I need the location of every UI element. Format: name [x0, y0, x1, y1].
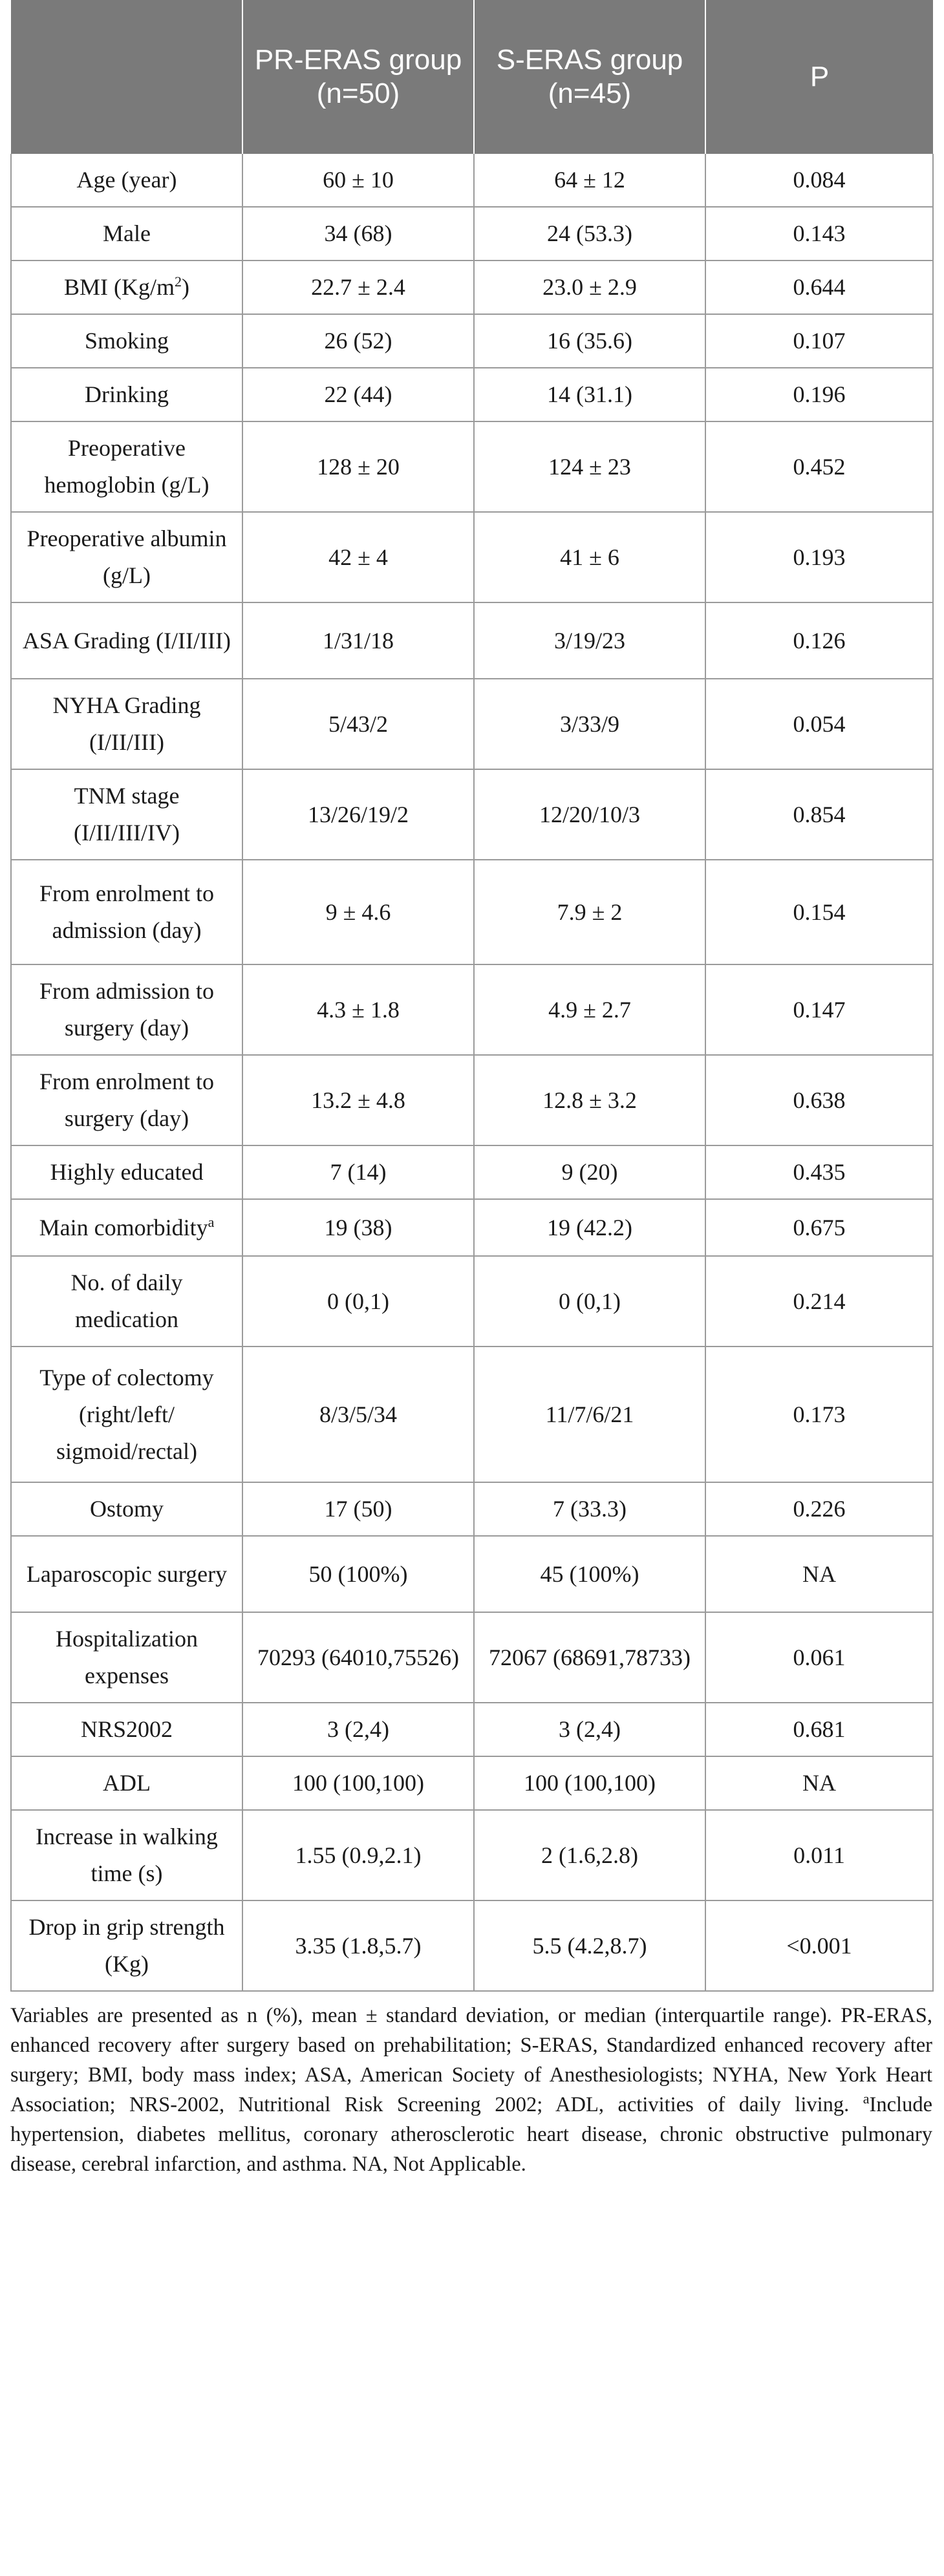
table-row	[11, 1810, 933, 1900]
baseline-characteristics-table	[10, 0, 934, 1992]
p-value: 0.226	[705, 1482, 933, 1536]
p-value: 0.084	[705, 154, 933, 207]
table-row	[11, 1900, 933, 1991]
p-value: 0.126	[705, 602, 933, 679]
s-eras-value: 45 (100%)	[474, 1536, 705, 1612]
table-row	[11, 769, 933, 860]
s-eras-value: 24 (53.3)	[474, 207, 705, 261]
table-row	[11, 1055, 933, 1145]
row-label-text: No. of daily medication	[70, 1270, 183, 1332]
row-label	[11, 207, 242, 261]
row-label-text: From enrolment to surgery (day)	[39, 1069, 214, 1131]
table-row	[11, 261, 933, 314]
row-label-text: Increase in walking time (s)	[36, 1824, 218, 1886]
s-eras-value: 23.0 ± 2.9	[474, 261, 705, 314]
p-value: 0.675	[705, 1199, 933, 1256]
table-row	[11, 860, 933, 964]
table-row	[11, 679, 933, 769]
row-label-text: TNM stage (I/II/III/IV)	[74, 783, 180, 846]
pr-eras-value: 26 (52)	[242, 314, 474, 368]
row-label-text: Male	[103, 220, 151, 246]
pr-eras-value: 22.7 ± 2.4	[242, 261, 474, 314]
p-value: 0.147	[705, 964, 933, 1055]
s-eras-value: 11/7/6/21	[474, 1347, 705, 1482]
row-label	[11, 964, 242, 1055]
s-eras-value: 12.8 ± 3.2	[474, 1055, 705, 1145]
s-eras-value: 7.9 ± 2	[474, 860, 705, 964]
p-value: 0.143	[705, 207, 933, 261]
p-value: 0.054	[705, 679, 933, 769]
p-value: 0.644	[705, 261, 933, 314]
s-eras-value: 5.5 (4.2,8.7)	[474, 1900, 705, 1991]
row-label-text: NRS2002	[80, 1716, 173, 1742]
s-eras-value: 41 ± 6	[474, 512, 705, 602]
pr-eras-value: 8/3/5/34	[242, 1347, 474, 1482]
pr-eras-value: 3 (2,4)	[242, 1703, 474, 1756]
row-label	[11, 368, 242, 421]
header-variable	[11, 0, 242, 154]
s-eras-value: 16 (35.6)	[474, 314, 705, 368]
table-row	[11, 314, 933, 368]
table-row	[11, 1199, 933, 1256]
table-row	[11, 421, 933, 512]
row-label	[11, 602, 242, 679]
pr-eras-value: 100 (100,100)	[242, 1756, 474, 1810]
row-label-text: NYHA Grading (I/II/III)	[52, 692, 201, 755]
pr-eras-value: 13.2 ± 4.8	[242, 1055, 474, 1145]
s-eras-value: 100 (100,100)	[474, 1756, 705, 1810]
p-value: <0.001	[705, 1900, 933, 1991]
s-eras-value: 124 ± 23	[474, 421, 705, 512]
row-label	[11, 1256, 242, 1347]
s-eras-value: 3/33/9	[474, 679, 705, 769]
header-p-value: P	[705, 0, 933, 154]
s-eras-value: 64 ± 12	[474, 154, 705, 207]
pr-eras-value: 1/31/18	[242, 602, 474, 679]
table-footnote	[10, 2001, 932, 2179]
row-label-text: From admission to surgery (day)	[39, 978, 215, 1041]
s-eras-value: 2 (1.6,2.8)	[474, 1810, 705, 1900]
row-label	[11, 679, 242, 769]
row-label	[11, 1756, 242, 1810]
row-label-text: ADL	[103, 1770, 151, 1796]
footnote-text	[10, 2001, 932, 2179]
table-row	[11, 1347, 933, 1482]
row-label-text: Drinking	[85, 381, 169, 407]
header-s-eras-group: S-ERAS group (n=45)	[474, 0, 705, 154]
table-row	[11, 207, 933, 261]
pr-eras-value: 3.35 (1.8,5.7)	[242, 1900, 474, 1991]
pr-eras-value: 0 (0,1)	[242, 1256, 474, 1347]
row-label	[11, 1612, 242, 1703]
row-label-text: Hospitalization expenses	[56, 1626, 198, 1688]
table-row	[11, 512, 933, 602]
row-label	[11, 1900, 242, 1991]
row-label-text: Drop in grip strength (Kg)	[28, 1914, 225, 1977]
s-eras-value: 12/20/10/3	[474, 769, 705, 860]
p-value: 0.854	[705, 769, 933, 860]
p-value: NA	[705, 1536, 933, 1612]
s-eras-value: 19 (42.2)	[474, 1199, 705, 1256]
footnote-definitions: Variables are presented as n (%), mean ± standard deviation, or median (interquartile range). PR-ERAS, enhanced recovery after surgery based on prehabilitation; S-ERAS, Standardized enhanced recovery after surgery; BMI, body mass index; ASA, American Society of Anesthesiologists; NYHA, New York Heart Association; NRS-2002, Nutritional Risk Screening 2002; ADL, activities of daily living.	[10, 2004, 932, 2116]
s-eras-value: 14 (31.1)	[474, 368, 705, 421]
row-label	[11, 860, 242, 964]
document-page	[10, 0, 932, 2179]
s-eras-value: 3/19/23	[474, 602, 705, 679]
p-value: 0.011	[705, 1810, 933, 1900]
row-label-text: Highly educated	[50, 1159, 204, 1185]
row-label-text: Age (year)	[76, 167, 177, 193]
s-eras-value: 0 (0,1)	[474, 1256, 705, 1347]
p-value: 0.107	[705, 314, 933, 368]
row-label	[11, 1703, 242, 1756]
table-row	[11, 1612, 933, 1703]
row-label-text: Preoperative albumin (g/L)	[27, 526, 227, 588]
pr-eras-value: 22 (44)	[242, 368, 474, 421]
p-value: 0.193	[705, 512, 933, 602]
s-eras-value: 72067 (68691,78733)	[474, 1612, 705, 1703]
pr-eras-value: 1.55 (0.9,2.1)	[242, 1810, 474, 1900]
row-label-suffix: )	[182, 274, 189, 300]
table-row	[11, 1256, 933, 1347]
row-label-text: Laparoscopic surgery	[26, 1560, 228, 1587]
row-label	[11, 1482, 242, 1536]
table-row	[11, 1703, 933, 1756]
p-value: 0.214	[705, 1256, 933, 1347]
row-label-superscript: a	[208, 1213, 215, 1230]
s-eras-value: 4.9 ± 2.7	[474, 964, 705, 1055]
row-label-text: ASA Grading (I/II/III)	[23, 627, 231, 654]
row-label-text: Smoking	[84, 328, 169, 354]
table-row	[11, 964, 933, 1055]
footnote-marker: a	[863, 2091, 870, 2107]
pr-eras-value: 60 ± 10	[242, 154, 474, 207]
row-label	[11, 261, 242, 314]
p-value: 0.173	[705, 1347, 933, 1482]
pr-eras-value: 34 (68)	[242, 207, 474, 261]
row-label	[11, 1536, 242, 1612]
table-row	[11, 1145, 933, 1199]
row-label	[11, 1199, 242, 1256]
row-label-text: Preoperative hemoglobin (g/L)	[44, 435, 209, 498]
pr-eras-value: 70293 (64010,75526)	[242, 1612, 474, 1703]
header-pr-eras-group: PR-ERAS group (n=50)	[242, 0, 474, 154]
s-eras-value: 7 (33.3)	[474, 1482, 705, 1536]
pr-eras-value: 128 ± 20	[242, 421, 474, 512]
row-label-text: Ostomy	[89, 1496, 164, 1522]
table-header	[11, 0, 933, 154]
row-label	[11, 512, 242, 602]
row-label-text: Type of colectomy (right/left/ sigmoid/rectal)	[39, 1364, 214, 1464]
pr-eras-value: 4.3 ± 1.8	[242, 964, 474, 1055]
table-row	[11, 154, 933, 207]
pr-eras-value: 13/26/19/2	[242, 769, 474, 860]
pr-eras-value: 17 (50)	[242, 1482, 474, 1536]
table-row	[11, 1756, 933, 1810]
row-label-superscript: 2	[175, 273, 182, 290]
pr-eras-value: 9 ± 4.6	[242, 860, 474, 964]
table-row	[11, 602, 933, 679]
footnote-comorbidity-note: Include hypertension, diabetes mellitus, coronary atherosclerotic heart disease, chronic obstructive pulmonary disease, cerebral infarction, and asthma. NA, Not Applicable.	[10, 2093, 932, 2176]
p-value: 0.638	[705, 1055, 933, 1145]
p-value: NA	[705, 1756, 933, 1810]
row-label	[11, 154, 242, 207]
pr-eras-value: 50 (100%)	[242, 1536, 474, 1612]
p-value: 0.452	[705, 421, 933, 512]
row-label-text: From enrolment to admission (day)	[39, 880, 214, 943]
table-row	[11, 1482, 933, 1536]
row-label	[11, 769, 242, 860]
row-label-text: Main comorbidity	[39, 1214, 208, 1240]
row-label	[11, 1145, 242, 1199]
s-eras-value: 3 (2,4)	[474, 1703, 705, 1756]
p-value: 0.154	[705, 860, 933, 964]
row-label	[11, 421, 242, 512]
row-label	[11, 314, 242, 368]
pr-eras-value: 19 (38)	[242, 1199, 474, 1256]
p-value: 0.061	[705, 1612, 933, 1703]
row-label	[11, 1810, 242, 1900]
p-value: 0.435	[705, 1145, 933, 1199]
table-row	[11, 368, 933, 421]
pr-eras-value: 7 (14)	[242, 1145, 474, 1199]
s-eras-value: 9 (20)	[474, 1145, 705, 1199]
row-label-text: BMI (Kg/m	[64, 274, 175, 300]
pr-eras-value: 42 ± 4	[242, 512, 474, 602]
table-row	[11, 1536, 933, 1612]
row-label	[11, 1347, 242, 1482]
header-row	[11, 0, 933, 154]
p-value: 0.196	[705, 368, 933, 421]
pr-eras-value: 5/43/2	[242, 679, 474, 769]
p-value: 0.681	[705, 1703, 933, 1756]
row-label	[11, 1055, 242, 1145]
table-body	[11, 154, 933, 1991]
